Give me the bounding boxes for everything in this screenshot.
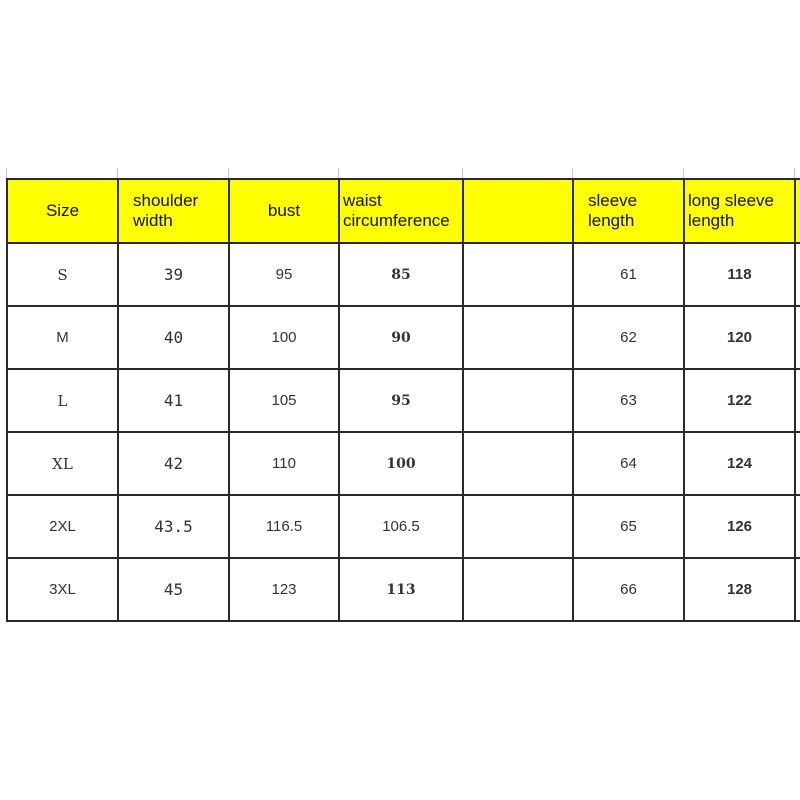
cell-size: 2XL [7,495,118,558]
header-shoulder-width: shoulder width [118,179,229,243]
cell-waist: 106.5 [339,495,463,558]
cell-waist: 95 [339,369,463,432]
header-row [7,179,800,243]
cell-waist: 90 [339,306,463,369]
cell-shoulder-width: 40 [118,306,229,369]
header-sleeve-length: sleeve length [573,179,684,243]
header-bust: bust [229,179,339,243]
cell-long-sleeve-length: 124 [684,432,795,495]
cell-shoulder-width: 45 [118,558,229,621]
table-row [7,558,800,621]
cell-size: S [7,243,118,306]
table-row [7,306,800,369]
cell-empty [463,558,573,621]
cell-empty [463,495,573,558]
cell-size: 3XL [7,558,118,621]
header-size: Size [7,179,118,243]
top-gridline-ticks [0,168,800,178]
table-row [7,369,800,432]
cell-long-sleeve-length: 118 [684,243,795,306]
cell-shoulder-width: 42 [118,432,229,495]
header-empty [463,179,573,243]
cell-waist: 100 [339,432,463,495]
table-row [7,432,800,495]
cell-cut-off [795,306,800,369]
cell-sleeve-length: 61 [573,243,684,306]
cell-bust: 95 [229,243,339,306]
header-cut-off [795,179,800,243]
cell-sleeve-length: 66 [573,558,684,621]
cell-size: L [7,369,118,432]
header-waist-circumference: waist circumference [339,179,463,243]
cell-bust: 116.5 [229,495,339,558]
cell-bust: 110 [229,432,339,495]
cell-cut-off [795,495,800,558]
cell-cut-off [795,243,800,306]
cell-cut-off [795,369,800,432]
cell-bust: 105 [229,369,339,432]
header-long-sleeve-length: long sleeve length [684,179,795,243]
cell-sleeve-length: 63 [573,369,684,432]
cell-shoulder-width: 43.5 [118,495,229,558]
cell-bust: 123 [229,558,339,621]
cell-shoulder-width: 41 [118,369,229,432]
size-table [6,178,800,622]
cell-bust: 100 [229,306,339,369]
cell-long-sleeve-length: 126 [684,495,795,558]
cell-empty [463,369,573,432]
cell-long-sleeve-length: 128 [684,558,795,621]
cell-waist: 85 [339,243,463,306]
cell-sleeve-length: 64 [573,432,684,495]
cell-waist: 113 [339,558,463,621]
table-row [7,243,800,306]
cell-empty [463,306,573,369]
cell-shoulder-width: 39 [118,243,229,306]
size-table-wrapper [6,178,800,632]
cell-cut-off [795,432,800,495]
cell-long-sleeve-length: 120 [684,306,795,369]
cell-size: M [7,306,118,369]
cell-empty [463,243,573,306]
cell-sleeve-length: 65 [573,495,684,558]
cell-empty [463,432,573,495]
cell-size: XL [7,432,118,495]
cell-cut-off [795,558,800,621]
cell-sleeve-length: 62 [573,306,684,369]
table-row [7,495,800,558]
cell-long-sleeve-length: 122 [684,369,795,432]
